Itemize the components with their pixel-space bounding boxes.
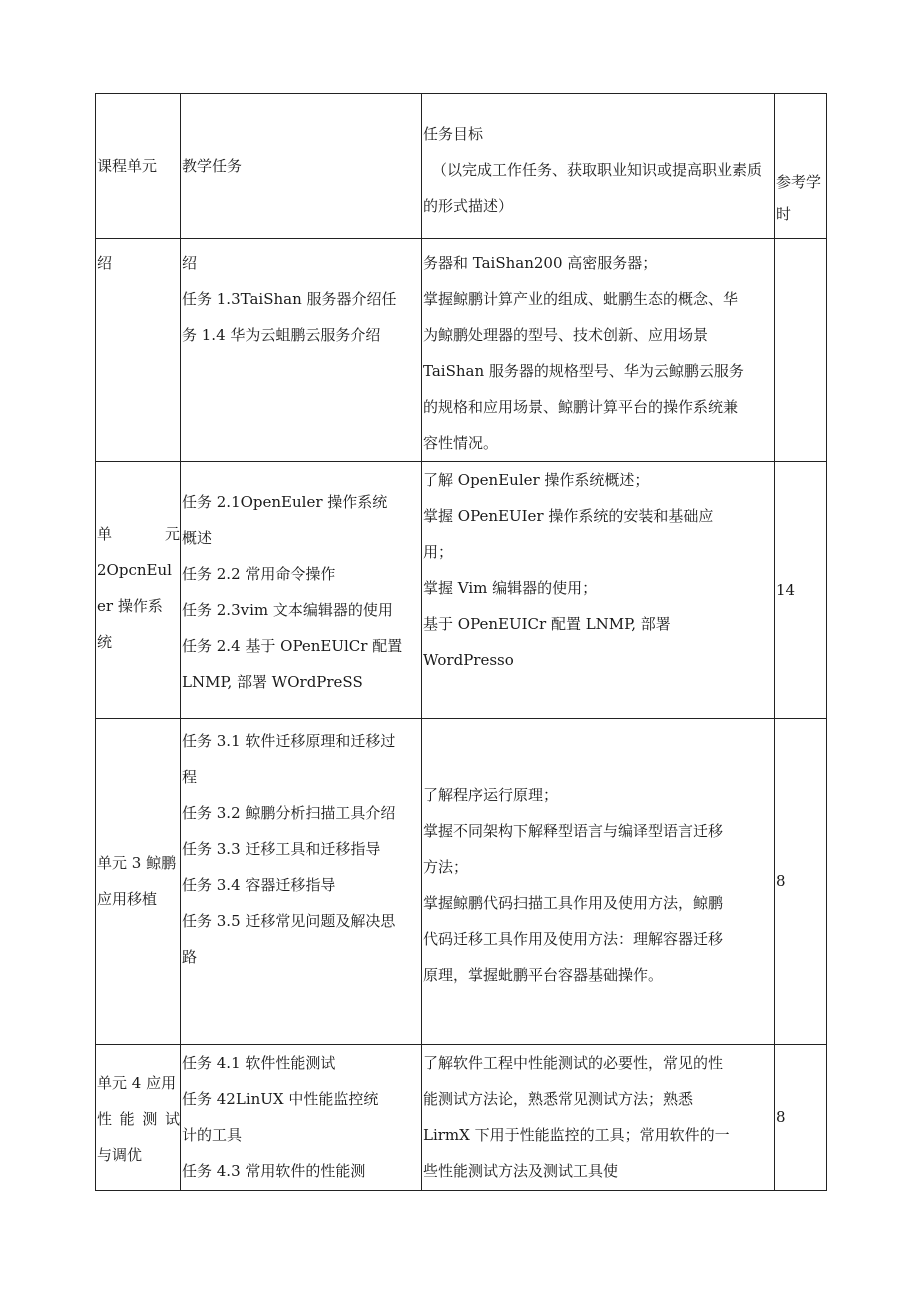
hours-cell bbox=[775, 1045, 827, 1191]
task-line: 计的工具 bbox=[182, 1126, 243, 1144]
task-line: 任务 2.3vim 文本编辑器的使用 bbox=[182, 601, 393, 619]
header-hours-cell bbox=[775, 94, 827, 239]
course-table bbox=[95, 93, 827, 1191]
goal-cell bbox=[422, 462, 775, 719]
task-line: 任务 4.1 软件性能测试 bbox=[182, 1054, 336, 1072]
task-line: LNMP, 部署 WOrdPreSS bbox=[182, 673, 363, 691]
task-line: 任务 2.4 基于 OPenEUlCr 配置 bbox=[182, 637, 403, 655]
unit-cell bbox=[96, 462, 181, 719]
goal-line: TaiShan 服务器的规格型号、华为云鲸鹏云服务 bbox=[423, 362, 744, 380]
goal-line: 了解程序运行原理； bbox=[423, 786, 559, 804]
task-line: 任务 4.3 常用软件的性能测 bbox=[182, 1162, 366, 1180]
unit-text: 统 bbox=[97, 633, 113, 651]
goal-line: LirmX 下用于性能监控的工具；常用软件的一 bbox=[423, 1126, 730, 1144]
task-line: 任务 2.2 常用命令操作 bbox=[182, 565, 336, 583]
header-goal-title: 任务目标 bbox=[423, 125, 484, 143]
task-line: 任务 3.1 软件迁移原理和迁移过 bbox=[182, 732, 396, 750]
goal-line: 能测试方法论，熟悉常见测试方法；熟悉 bbox=[423, 1090, 694, 1108]
header-task-cell bbox=[181, 94, 422, 239]
unit-text: 与调优 bbox=[97, 1146, 143, 1164]
unit-text: 2OpcnEul bbox=[97, 561, 172, 579]
task-cell bbox=[181, 239, 422, 462]
goal-line: 方法； bbox=[423, 858, 469, 876]
goal-line: 的规格和应用场景、鲸鹏计算平台的操作系统兼 bbox=[423, 398, 739, 416]
unit-text: er 操作系 bbox=[97, 597, 163, 615]
table-row bbox=[96, 1045, 827, 1191]
goal-line: 些性能测试方法及测试工具使 bbox=[423, 1162, 619, 1180]
task-line: 任务 1.3TaiShan 服务器介绍任 bbox=[182, 290, 397, 308]
header-task: 教学任务 bbox=[182, 157, 243, 175]
task-line: 绍 bbox=[182, 254, 198, 272]
unit-text: 单元 3 鲸鹏 bbox=[97, 854, 177, 872]
table-row bbox=[96, 239, 827, 462]
goal-line: 掌握不同架构下解释型语言与编译型语言迁移 bbox=[423, 822, 724, 840]
goal-line: 掌握鲸鹏计算产业的组成、蚍鹏生态的概念、华 bbox=[423, 290, 739, 308]
goal-line: 原理，掌握蚍鹏平台容器基础操作。 bbox=[423, 966, 664, 984]
table-row bbox=[96, 462, 827, 719]
task-line: 任务 3.3 迁移工具和迁移指导 bbox=[182, 840, 381, 858]
hours-value: 8 bbox=[776, 1108, 786, 1126]
goal-cell bbox=[422, 1045, 775, 1191]
goal-line: 容性情况。 bbox=[423, 434, 499, 452]
goal-line: 代码迁移工具作用及使用方法：理解容器迁移 bbox=[423, 930, 724, 948]
header-goal-note: （以完成工作任务、获取职业知识或提高职业素质的形式描述） bbox=[423, 161, 763, 215]
goal-line: 务器和 TaiShan200 高密服务器； bbox=[423, 254, 658, 272]
header-hours: 参考学时 bbox=[776, 173, 822, 223]
unit-text: 单 元 bbox=[97, 525, 180, 543]
hours-cell bbox=[775, 239, 827, 462]
task-cell bbox=[181, 719, 422, 1045]
goal-line: 基于 OPenEUICr 配置 LNMP, 部署 bbox=[423, 615, 671, 633]
goal-line: 掌握 OPenEUIer 操作系统的安装和基础应 bbox=[423, 507, 714, 525]
unit-cell bbox=[96, 239, 181, 462]
hours-cell bbox=[775, 719, 827, 1045]
goal-line: WordPresso bbox=[423, 651, 514, 669]
table-header-row bbox=[96, 94, 827, 239]
unit-cell bbox=[96, 719, 181, 1045]
header-goal-cell bbox=[422, 94, 775, 239]
unit-text: 单元 4 应用 bbox=[97, 1074, 177, 1092]
goal-line: 了解 OpenEuler 操作系统概述； bbox=[423, 471, 650, 489]
header-unit-cell bbox=[96, 94, 181, 239]
task-line: 路 bbox=[182, 948, 198, 966]
task-line: 任务 3.4 容器迁移指导 bbox=[182, 876, 336, 894]
hours-value: 8 bbox=[776, 872, 786, 890]
unit-text: 绍 bbox=[97, 254, 113, 272]
task-line: 任务 42LinUX 中性能监控统 bbox=[182, 1090, 379, 1108]
unit-text: 性能测试 bbox=[97, 1110, 180, 1128]
task-line: 概述 bbox=[182, 529, 213, 547]
table-row bbox=[96, 719, 827, 1045]
task-cell bbox=[181, 1045, 422, 1191]
task-line: 任务 3.5 迁移常见问题及解决思 bbox=[182, 912, 396, 930]
goal-cell bbox=[422, 719, 775, 1045]
hours-value: 14 bbox=[776, 581, 796, 599]
goal-line: 为鲸鹏处理器的型号、技术创新、应用场景 bbox=[423, 326, 709, 344]
header-unit: 课程单元 bbox=[97, 157, 158, 175]
goal-line: 用； bbox=[423, 543, 454, 561]
unit-cell bbox=[96, 1045, 181, 1191]
task-line: 任务 2.1OpenEuler 操作系统 bbox=[182, 493, 388, 511]
goal-line: 了解软件工程中性能测试的必要性，常见的性 bbox=[423, 1054, 724, 1072]
task-line: 程 bbox=[182, 768, 198, 786]
hours-cell bbox=[775, 462, 827, 719]
goal-cell bbox=[422, 239, 775, 462]
goal-line: 掌握 Vim 编辑器的使用； bbox=[423, 579, 598, 597]
task-line: 任务 3.2 鲸鹏分析扫描工具介绍 bbox=[182, 804, 396, 822]
goal-line: 掌握鲸鹏代码扫描工具作用及使用方法，鲸鹏 bbox=[423, 894, 724, 912]
task-cell bbox=[181, 462, 422, 719]
unit-text: 应用移植 bbox=[97, 890, 158, 908]
task-line: 务 1.4 华为云蛆鹏云服务介绍 bbox=[182, 326, 381, 344]
